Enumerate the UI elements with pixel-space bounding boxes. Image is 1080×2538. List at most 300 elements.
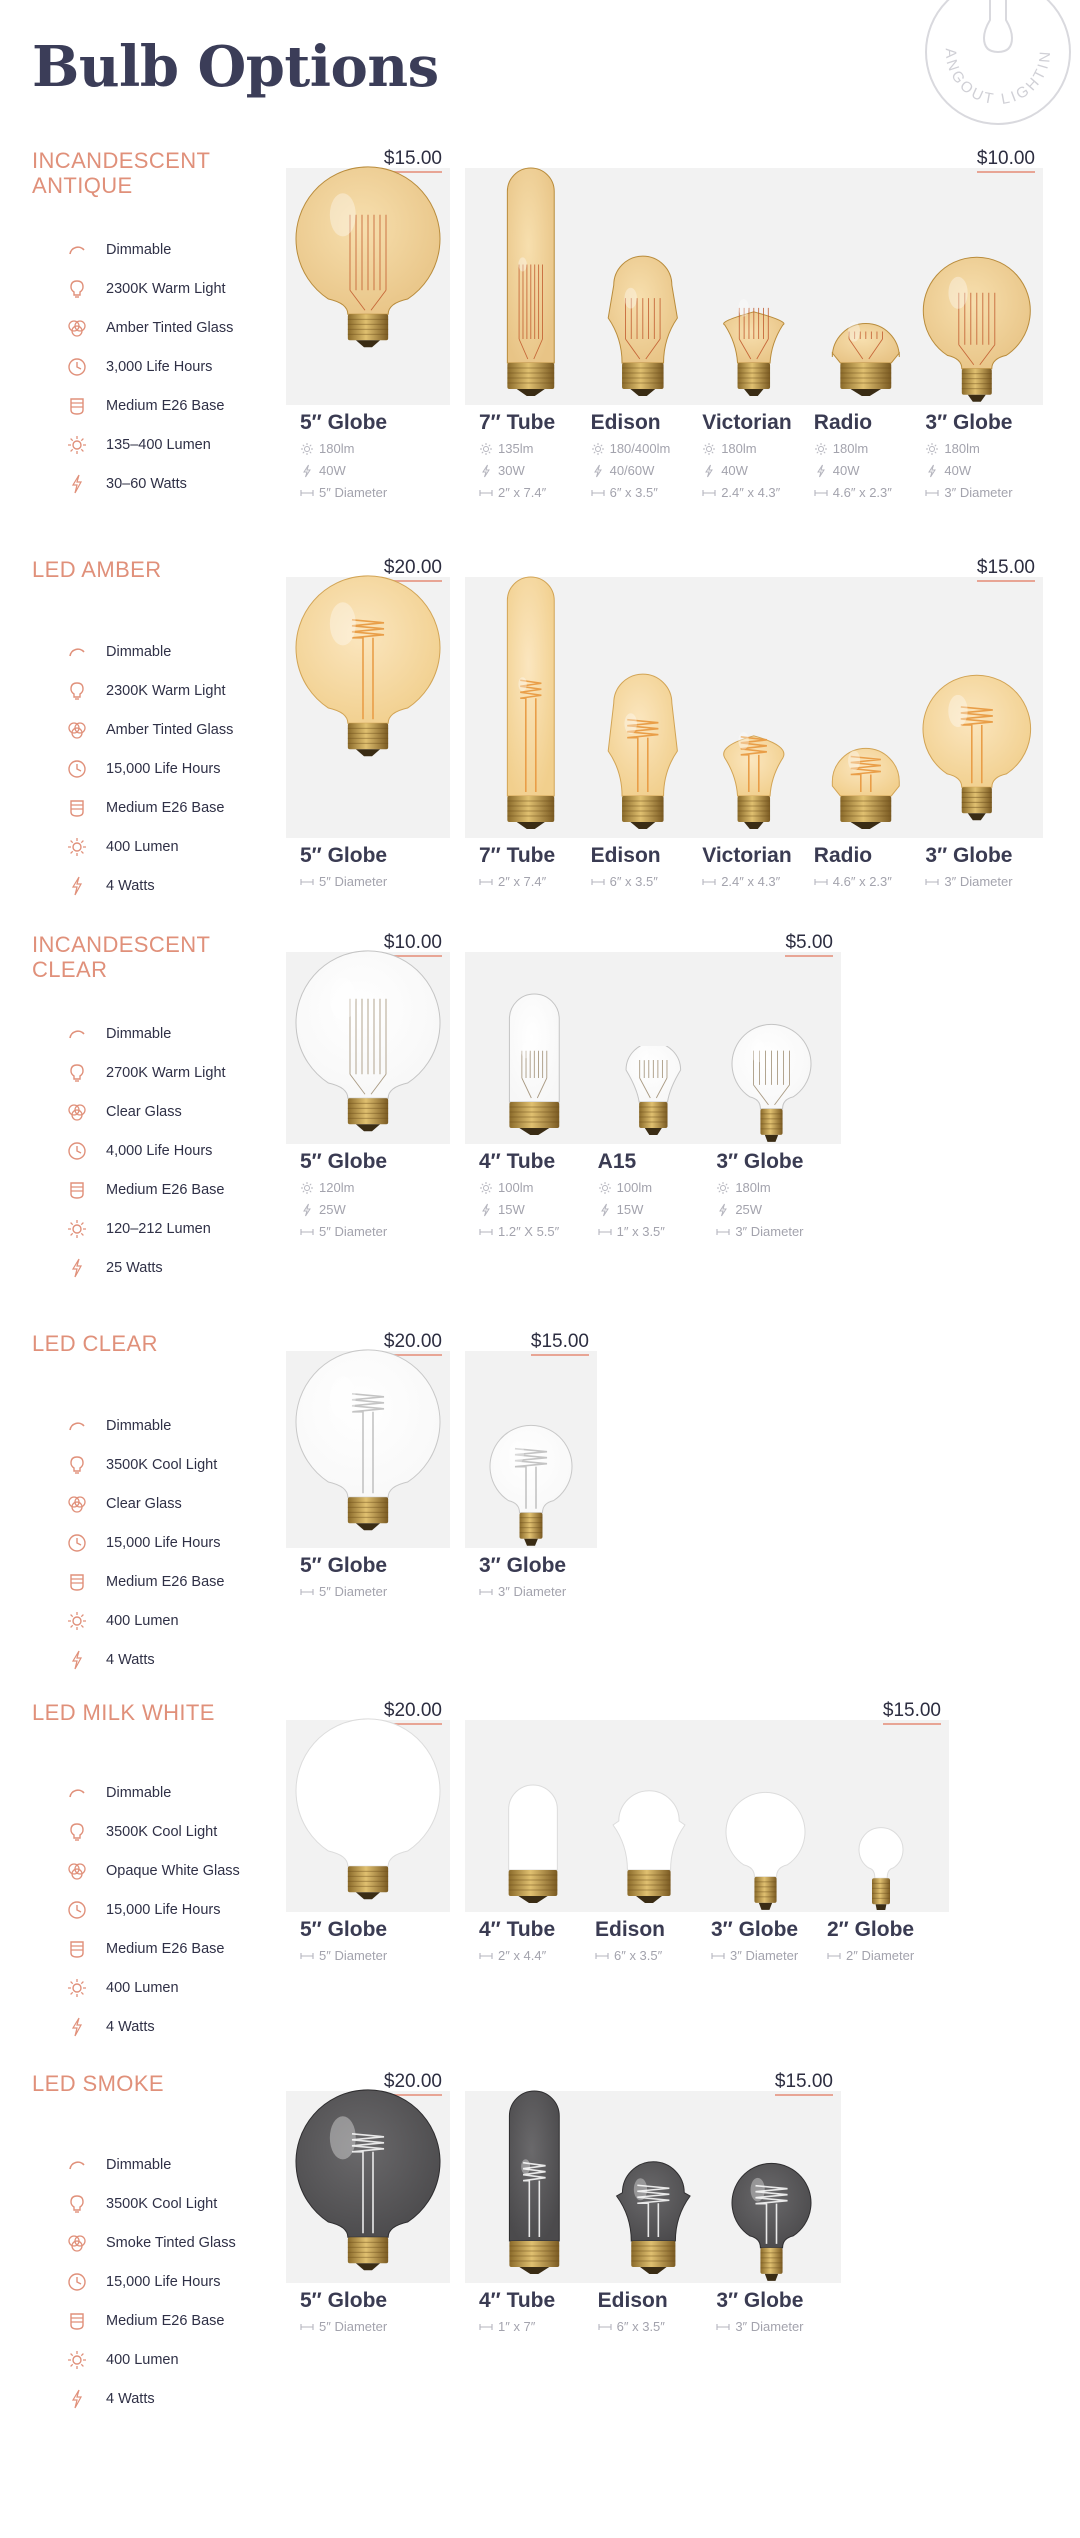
feature-label: 25 Watts — [106, 1259, 163, 1276]
dimension-icon — [702, 486, 721, 500]
sun-icon — [66, 1218, 106, 1240]
dimension-icon — [716, 1225, 735, 1239]
feature-label: Dimmable — [106, 241, 172, 258]
spec-watts — [925, 463, 971, 478]
spec-value: 3″ Diameter — [944, 485, 1013, 500]
bulb-name: 5″ Globe — [300, 2289, 388, 2312]
feature-label: 135–400 Lumen — [106, 436, 211, 453]
feature-item — [66, 710, 233, 749]
feature-item — [66, 1014, 226, 1053]
b3-0-0-bulb-image — [294, 1349, 442, 1546]
dimension-icon — [479, 486, 498, 500]
feature-item — [66, 2262, 236, 2301]
price-group — [465, 148, 1043, 533]
base-icon — [66, 1938, 106, 1960]
dimension-icon — [300, 1225, 319, 1239]
dimension-icon — [827, 1949, 846, 1963]
spec-value: 180lm — [944, 441, 980, 456]
lumen-icon — [300, 1181, 319, 1195]
bulb-name: Radio — [813, 844, 873, 867]
bulb-name: Victorian — [702, 411, 792, 434]
dimmable-icon — [66, 1415, 106, 1437]
dimmable-icon — [66, 641, 106, 663]
spec-value: 6″ x 3.5″ — [609, 874, 658, 889]
feature-label: 400 Lumen — [106, 1612, 179, 1629]
price-label: $5.00 — [785, 932, 833, 957]
spec-value: 5″ Diameter — [319, 874, 388, 889]
lumen-icon — [925, 442, 944, 456]
lumen-icon — [598, 1181, 617, 1195]
spec-lumen — [716, 1180, 770, 1195]
feature-label: 4,000 Life Hours — [106, 1142, 213, 1159]
dimension-icon — [591, 486, 610, 500]
dimension-icon — [300, 875, 319, 889]
dimension-icon — [814, 875, 833, 889]
clock-icon — [66, 1140, 106, 1162]
b4-1-2-bulb-image — [721, 1791, 810, 1910]
hangout-lighting-logo — [918, 0, 1078, 132]
b2-1-0-bulb-image — [475, 992, 594, 1142]
watts-icon — [814, 464, 833, 478]
spec-value: 100lm — [498, 1180, 534, 1195]
spec-size — [702, 485, 780, 500]
feature-label: Medium E26 Base — [106, 1181, 225, 1198]
feature-item — [66, 1053, 226, 1092]
glass-icon — [66, 1101, 106, 1123]
feature-item — [66, 2379, 236, 2418]
spec-value: 4.6″ x 2.3″ — [832, 485, 892, 500]
base-icon — [66, 395, 106, 417]
feature-list — [66, 2145, 236, 2418]
bolt-icon — [66, 2016, 106, 2038]
feature-label: 2700K Warm Light — [106, 1064, 226, 1081]
bulb-name: Edison — [597, 2289, 668, 2312]
b1-1-3-bulb-image — [810, 685, 922, 836]
spec-size — [479, 485, 546, 500]
spec-value: 6″ x 3.5″ — [609, 485, 658, 500]
spec-size — [300, 2319, 387, 2334]
dimension-icon — [300, 1585, 319, 1599]
b5-1-0-bulb-image — [475, 2089, 594, 2281]
feature-label: Medium E26 Base — [106, 2312, 225, 2329]
b4-1-1-bulb-image — [591, 1753, 707, 1910]
bulb-name: 3″ Globe — [711, 1918, 799, 1941]
spec-size — [716, 2319, 803, 2334]
feature-label: 400 Lumen — [106, 838, 179, 855]
dimension-icon — [479, 1949, 498, 1963]
dimension-icon — [702, 875, 721, 889]
glass-icon — [66, 1860, 106, 1882]
b5-1-2-bulb-image — [727, 2162, 816, 2281]
feature-label: Clear Glass — [106, 1103, 182, 1120]
spec-value: 2″ x 4.4″ — [498, 1948, 547, 1963]
feature-item — [66, 866, 233, 905]
bulb-outline-icon — [66, 1821, 106, 1843]
spec-size — [595, 1948, 662, 1963]
clock-icon — [66, 1532, 106, 1554]
watts-icon — [479, 1203, 498, 1217]
b1-1-0-bulb-image — [475, 575, 587, 836]
bulb-outline-icon — [66, 1062, 106, 1084]
spec-value: 2″ x 7.4″ — [498, 874, 547, 889]
feature-item — [66, 308, 233, 347]
spec-value: 5″ Diameter — [319, 1584, 388, 1599]
b1-1-1-bulb-image — [587, 622, 699, 836]
clock-icon — [66, 356, 106, 378]
bolt-icon — [66, 1257, 106, 1279]
feature-item — [66, 2340, 236, 2379]
category-heading: INCANDESCENT ANTIQUE — [32, 148, 210, 198]
spec-value: 25W — [319, 1202, 346, 1217]
feature-list — [66, 1773, 240, 2046]
b0-1-3-bulb-image — [810, 266, 922, 403]
spec-value: 6″ x 3.5″ — [614, 1948, 663, 1963]
b4-1-3-bulb-image — [854, 1826, 908, 1910]
feature-label: 15,000 Life Hours — [106, 2273, 221, 2290]
price-label: $20.00 — [384, 1700, 442, 1725]
spec-value: 3″ Diameter — [498, 1584, 567, 1599]
spec-size — [479, 874, 546, 889]
sun-icon — [66, 2349, 106, 2371]
spec-watts — [598, 1202, 644, 1217]
bulb-outline-icon — [66, 2193, 106, 2215]
feature-item — [66, 1406, 224, 1445]
spec-size — [591, 485, 658, 500]
feature-item — [66, 2301, 236, 2340]
b2-1-1-bulb-image — [594, 1046, 713, 1142]
feature-item — [66, 1968, 240, 2007]
dimension-icon — [300, 486, 319, 500]
feature-label: Dimmable — [106, 2156, 172, 2173]
feature-label: 400 Lumen — [106, 1979, 179, 1996]
b3-1-0-bulb-image — [485, 1424, 577, 1546]
lumen-icon — [479, 1181, 498, 1195]
spec-lumen — [598, 1180, 652, 1195]
bulb-outline-icon — [66, 278, 106, 300]
price-group — [286, 2071, 450, 2411]
feature-item — [66, 386, 233, 425]
feature-label: Medium E26 Base — [106, 1573, 225, 1590]
dimension-icon — [598, 2320, 617, 2334]
spec-size — [479, 2319, 535, 2334]
spec-value: 3″ Diameter — [730, 1948, 799, 1963]
price-label: $20.00 — [384, 557, 442, 582]
feature-label: Dimmable — [106, 1025, 172, 1042]
watts-icon — [702, 464, 721, 478]
spec-size — [814, 485, 892, 500]
spec-value: 40/60W — [609, 463, 655, 478]
price-label: $15.00 — [531, 1331, 589, 1356]
feature-label: Smoke Tinted Glass — [106, 2234, 236, 2251]
category-heading: LED AMBER — [32, 557, 162, 582]
feature-label: 120–212 Lumen — [106, 1220, 211, 1237]
feature-label: Amber Tinted Glass — [106, 319, 234, 336]
category-heading: INCANDESCENT CLEAR — [32, 932, 210, 982]
dimension-icon — [591, 875, 610, 889]
lumen-icon — [300, 442, 319, 456]
price-group — [286, 1700, 450, 2040]
price-group — [465, 1331, 597, 1676]
spec-lumen — [702, 441, 756, 456]
price-group — [286, 557, 450, 966]
dimension-icon — [925, 486, 944, 500]
feature-label: 3,000 Life Hours — [106, 358, 213, 375]
spec-value: 5″ Diameter — [319, 1948, 388, 1963]
sun-icon — [66, 836, 106, 858]
feature-label: 4 Watts — [106, 1651, 155, 1668]
spec-value: 180lm — [319, 441, 355, 456]
lumen-icon — [591, 442, 610, 456]
feature-label: Clear Glass — [106, 1495, 182, 1512]
feature-item — [66, 1601, 224, 1640]
feature-item — [66, 1092, 226, 1131]
feature-item — [66, 788, 233, 827]
sun-icon — [66, 1977, 106, 1999]
feature-item — [66, 269, 233, 308]
price-group — [286, 148, 450, 533]
base-icon — [66, 1179, 106, 1201]
spec-size — [479, 1584, 566, 1599]
bulb-name: 5″ Globe — [300, 1554, 388, 1577]
bulb-name: 2″ Globe — [827, 1918, 915, 1941]
dimension-icon — [479, 875, 498, 889]
feature-item — [66, 1851, 240, 1890]
b1-0-0-bulb-image — [294, 575, 442, 836]
price-group — [465, 557, 1043, 966]
spec-value: 3″ Diameter — [735, 2319, 804, 2334]
spec-size — [300, 485, 387, 500]
spec-watts — [300, 463, 346, 478]
bulb-name: 3″ Globe — [479, 1554, 567, 1577]
price-label: $20.00 — [384, 1331, 442, 1356]
bulb-name: 4″ Tube — [479, 2289, 556, 2312]
spec-size — [814, 874, 892, 889]
bulb-outline-icon — [66, 1454, 106, 1476]
feature-list — [66, 230, 233, 503]
bulb-name: 5″ Globe — [300, 411, 388, 434]
watts-icon — [591, 464, 610, 478]
spec-size — [479, 1224, 559, 1239]
spec-size — [479, 1948, 546, 1963]
spec-size — [300, 1584, 387, 1599]
spec-value: 30W — [498, 463, 525, 478]
b0-1-1-bulb-image — [587, 209, 699, 403]
feature-label: 4 Watts — [106, 2018, 155, 2035]
spec-lumen — [925, 441, 979, 456]
spec-watts — [479, 1202, 525, 1217]
dimension-icon — [598, 1225, 617, 1239]
feature-item — [66, 1484, 224, 1523]
spec-value: 100lm — [616, 1180, 653, 1195]
bulb-name: 3″ Globe — [925, 844, 1013, 867]
feature-item — [66, 2145, 236, 2184]
bulb-name: 5″ Globe — [300, 844, 388, 867]
feature-item — [66, 2007, 240, 2046]
feature-list — [66, 1406, 224, 1679]
spec-value: 15W — [498, 1202, 525, 1217]
spec-lumen — [479, 441, 533, 456]
price-label: $15.00 — [883, 1700, 941, 1725]
feature-label: Dimmable — [106, 643, 172, 660]
spec-value: 1″ x 3.5″ — [616, 1224, 665, 1239]
price-label: $10.00 — [977, 148, 1035, 173]
spec-value: 180lm — [721, 441, 757, 456]
spec-watts — [814, 463, 860, 478]
bulb-name: Edison — [590, 411, 661, 434]
spec-value: 25W — [735, 1202, 763, 1217]
category-heading: LED MILK WHITE — [32, 1700, 215, 1725]
dimension-icon — [711, 1949, 730, 1963]
spec-value: 4.6″ x 2.3″ — [832, 874, 892, 889]
spec-value: 180/400lm — [609, 441, 671, 456]
spec-value: 5″ Diameter — [319, 2319, 388, 2334]
spec-value: 3″ Diameter — [735, 1224, 804, 1239]
feature-list — [66, 632, 233, 905]
bulb-name: 7″ Tube — [479, 844, 556, 867]
dimension-icon — [925, 875, 944, 889]
spec-value: 180lm — [832, 441, 869, 456]
spec-value: 5″ Diameter — [319, 485, 388, 500]
feature-item — [66, 464, 233, 503]
spec-lumen — [300, 441, 354, 456]
spec-value: 2.4″ x 4.3″ — [721, 485, 781, 500]
watts-icon — [716, 1203, 735, 1217]
dimmable-icon — [66, 1023, 106, 1045]
feature-item — [66, 347, 233, 386]
spec-value: 40W — [319, 463, 346, 478]
spec-value: 5″ Diameter — [319, 1224, 388, 1239]
bolt-icon — [66, 875, 106, 897]
bolt-icon — [66, 1649, 106, 1671]
glass-icon — [66, 2232, 106, 2254]
feature-item — [66, 1445, 224, 1484]
feature-label: Medium E26 Base — [106, 397, 225, 414]
bulb-name: Edison — [595, 1918, 666, 1941]
feature-label: Amber Tinted Glass — [106, 721, 234, 738]
dimmable-icon — [66, 1782, 106, 1804]
spec-value: 3″ Diameter — [944, 874, 1013, 889]
spec-value: 180lm — [735, 1180, 771, 1195]
feature-item — [66, 749, 233, 788]
base-icon — [66, 1571, 106, 1593]
price-label: $20.00 — [384, 2071, 442, 2096]
lumen-icon — [702, 442, 721, 456]
feature-label: Dimmable — [106, 1417, 172, 1434]
feature-label: 2300K Warm Light — [106, 682, 226, 699]
price-label: $10.00 — [384, 932, 442, 957]
spec-value: 1.2″ X 5.5″ — [498, 1224, 560, 1239]
feature-item — [66, 1929, 240, 1968]
spec-size — [925, 485, 1012, 500]
spec-watts — [702, 463, 748, 478]
bulb-name: Radio — [813, 411, 873, 434]
bulb-name: Edison — [590, 844, 661, 867]
bolt-icon — [66, 2388, 106, 2410]
lumen-icon — [814, 442, 833, 456]
base-icon — [66, 2310, 106, 2332]
dimension-icon — [479, 2320, 498, 2334]
spec-size — [591, 874, 658, 889]
watts-icon — [300, 464, 319, 478]
feature-item — [66, 2184, 236, 2223]
b0-1-0-bulb-image — [475, 166, 587, 403]
watts-icon — [300, 1203, 319, 1217]
price-group — [465, 932, 841, 1272]
dimension-icon — [300, 2320, 319, 2334]
price-group — [465, 2071, 841, 2411]
clock-icon — [66, 758, 106, 780]
feature-label: 3500K Cool Light — [106, 2195, 218, 2212]
spec-size — [711, 1948, 798, 1963]
b2-1-2-bulb-image — [727, 1023, 816, 1142]
spec-watts — [716, 1202, 762, 1217]
feature-label: 15,000 Life Hours — [106, 760, 221, 777]
spec-watts — [479, 463, 525, 478]
dimension-icon — [300, 1949, 319, 1963]
feature-label: 3500K Cool Light — [106, 1823, 218, 1840]
feature-item — [66, 1170, 226, 1209]
price-label: $15.00 — [384, 148, 442, 173]
feature-item — [66, 1131, 226, 1170]
feature-item — [66, 1812, 240, 1851]
b5-0-0-bulb-image — [294, 2089, 442, 2281]
dimmable-icon — [66, 239, 106, 261]
spec-value: 2.4″ x 4.3″ — [721, 874, 781, 889]
feature-label: 400 Lumen — [106, 2351, 179, 2368]
b1-1-4-bulb-image — [921, 674, 1033, 836]
spec-watts — [591, 463, 655, 478]
feature-item — [66, 1248, 226, 1287]
base-icon — [66, 797, 106, 819]
dimension-icon — [595, 1949, 614, 1963]
b2-0-0-bulb-image — [294, 950, 442, 1142]
price-group — [286, 1331, 450, 1676]
feature-item — [66, 1523, 224, 1562]
bulb-name: 3″ Globe — [716, 2289, 804, 2312]
bulb-name: 5″ Globe — [300, 1150, 388, 1173]
dimension-icon — [479, 1585, 498, 1599]
spec-value: 15W — [616, 1202, 644, 1217]
feature-label: 2300K Warm Light — [106, 280, 226, 297]
lumen-icon — [716, 1181, 735, 1195]
watts-icon — [479, 464, 498, 478]
bulb-name: 3″ Globe — [716, 1150, 804, 1173]
spec-size — [300, 1224, 387, 1239]
bulb-name: 3″ Globe — [925, 411, 1013, 434]
b0-0-0-bulb-image — [294, 166, 442, 403]
svg-text:HANGOUT LIGHTING: ANGOUT LIGHTIN — [941, 47, 1055, 109]
spec-value: 40W — [721, 463, 748, 478]
feature-item — [66, 632, 233, 671]
feature-item — [66, 1640, 224, 1679]
bulb-name: A15 — [597, 1150, 637, 1173]
b5-1-1-bulb-image — [594, 2124, 713, 2281]
feature-item — [66, 1562, 224, 1601]
spec-value: 2″ x 7.4″ — [498, 485, 547, 500]
feature-label: 30–60 Watts — [106, 475, 187, 492]
spec-size — [702, 874, 780, 889]
feature-item — [66, 827, 233, 866]
spec-size — [827, 1948, 914, 1963]
price-group — [286, 932, 450, 1272]
spec-value: 40W — [832, 463, 860, 478]
b4-1-0-bulb-image — [475, 1783, 591, 1910]
category-heading: LED CLEAR — [32, 1331, 158, 1356]
feature-item — [66, 230, 233, 269]
bulb-name: 4″ Tube — [479, 1150, 556, 1173]
glass-icon — [66, 719, 106, 741]
price-label: $15.00 — [977, 557, 1035, 582]
